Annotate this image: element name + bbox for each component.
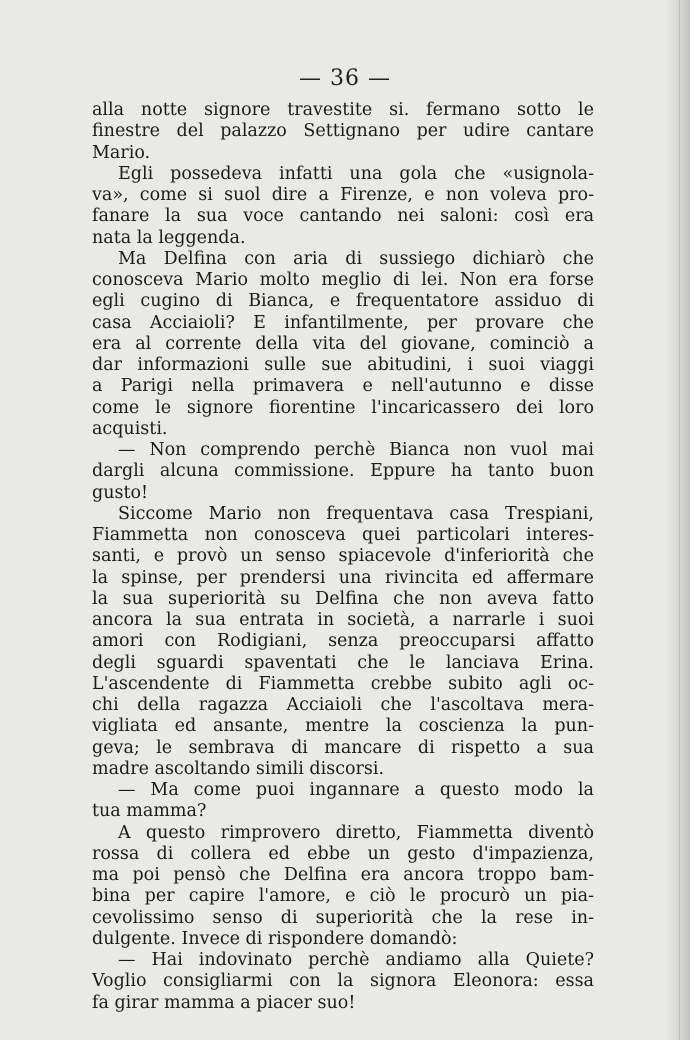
text-line: dargli alcuna commissione. Eppure ha tanto buon <box>92 461 594 482</box>
text-line: a Parigi nella primavera e nell'autunno e disse <box>92 376 594 397</box>
text-line: casa Acciaioli? E infantilmente, per provare che <box>92 312 594 333</box>
text-line: acquisti. <box>92 418 168 439</box>
text-line: Ma Delfina con aria di sussiego dichiarò che <box>118 248 594 269</box>
body-text <box>92 100 594 1014</box>
text-line: va», come si suol dire a Firenze, e non voleva pro- <box>92 185 594 205</box>
text-line: fa girar mamma a piacer suo! <box>92 992 356 1013</box>
text-line: Egli possedeva infatti una gola che «usignola- <box>118 163 594 184</box>
text-line: era al corrente della vita del giovane, cominciò a <box>92 333 594 354</box>
text-line: dar informazioni sulle sue abitudini, i suoi viaggi <box>92 355 594 375</box>
text-line: fanare la sua voce cantando nei saloni: così era <box>92 206 594 227</box>
text-line: gusto! <box>92 482 149 503</box>
text-line: — Ma come puoi ingannare a questo modo la <box>118 780 594 800</box>
text-line: degli sguardi spaventati che le lanciava Erina. <box>92 652 594 673</box>
text-line: — Non comprendo perchè Bianca non vuol mai <box>118 440 594 460</box>
text-line: la sua superiorità su Delfina che non aveva fatto <box>92 588 594 609</box>
text-line: conosceva Mario molto meglio di lei. Non era forse <box>92 270 594 290</box>
text-line: — Hai indovinato perchè andiamo alla Quiete? <box>118 950 594 970</box>
text-line: rossa di collera ed ebbe un gesto d'impazienza, <box>92 843 594 864</box>
text-line: alla notte signore travestite si. fermano sotto le <box>92 100 594 120</box>
text-line: vigliata ed ansante, mentre la coscienza la pun- <box>92 716 594 737</box>
text-line: L'ascendente di Fiammetta crebbe subito agli oc- <box>92 673 594 694</box>
text-line: la spinse, per prendersi una rivincita ed affermare <box>92 567 594 588</box>
text-line: ma poi pensò che Delfina era ancora troppo bam- <box>92 865 594 885</box>
page-number: — 36 — <box>299 66 391 91</box>
text-line: come le signore fiorentine l'incaricassero dei loro <box>92 397 594 418</box>
text-line: Siccome Mario non frequentava casa Trespiani, <box>118 503 594 524</box>
text-line: bina per capire l'amore, e ciò le procurò un pia- <box>92 886 594 907</box>
text-line: egli cugino di Bianca, e frequentatore assiduo di <box>92 291 594 312</box>
text-line: A questo rimprovero diretto, Fiammetta diventò <box>118 822 594 843</box>
text-line: dulgente. Invece di rispondere domandò: <box>92 928 458 949</box>
text-line: geva; le sembrava di mancare di rispetto a sua <box>92 737 594 758</box>
text-line: finestre del palazzo Settignano per udire cantare <box>92 121 594 142</box>
page-edge-line <box>679 0 680 1040</box>
text-line: amori con Rodigiani, senza preoccuparsi affatto <box>92 631 594 652</box>
text-line: tua mamma? <box>92 801 207 822</box>
text-line: Voglio consigliarmi con la signora Eleonora: essa <box>92 971 594 992</box>
text-line: cevolissimo senso di superiorità che la rese in- <box>92 907 594 928</box>
text-line: madre ascoltando simili discorsi. <box>92 758 385 779</box>
text-line: Fiammetta non conosceva quei particolari interes- <box>92 525 594 545</box>
text-line: nata la leggenda. <box>92 227 246 248</box>
text-line: ancora la sua entrata in società, a narrarle i suoi <box>92 610 594 630</box>
text-line: Mario. <box>92 142 151 163</box>
text-line: santi, e provò un senso spiacevole d'inferiorità che <box>92 546 594 567</box>
text-line: chi della ragazza Acciaioli che l'ascoltava mera- <box>92 695 594 715</box>
page-edge-shadow <box>664 0 690 1040</box>
